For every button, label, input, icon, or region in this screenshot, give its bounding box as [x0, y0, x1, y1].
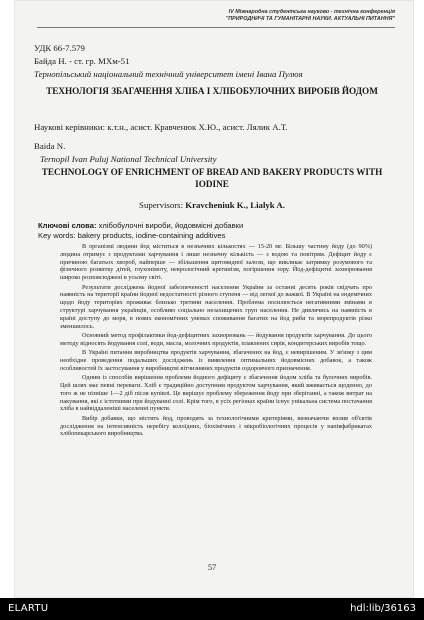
keywords-ua-text: хлібобулочні вироби, йодовмісні добавки	[96, 221, 244, 230]
title-ua: ТЕХНОЛОГІЯ ЗБАГАЧЕННЯ ХЛІБА І ХЛІБОБУЛОЧНИХ ВИРОБІВ ЙОДОМ	[46, 86, 378, 96]
udc-code: УДК 66-7.579	[34, 43, 85, 53]
affiliation-ua: Тернопільський національний технічний університет імені Івана Пулюя	[34, 69, 303, 79]
paragraph-6: Вибір добавки, що містить йод, проводять за технологічними критеріями, визначаючи вплив об'єктів дослідження на інтенсивність перебігу колоїдних, біохімічних і мікробіологічних процесів у напівфабрикатах хлібопекарського виробництва.	[60, 414, 372, 438]
body-text	[60, 243, 372, 440]
author-ua: Байда Н. - ст. гр. МХм-51	[34, 56, 130, 66]
supervisors-en	[0, 200, 424, 210]
paragraph-2: Результати досліджень йодної забезпеченості населення України за останні десять років свідчать про наявність на території країни йодної недостатності різного ступеня — від легкої до важкої. В Україні на ендемічних щодо йоду територіях проживає близько третини населення. Проблема посилюється негативними змінами в структурі харчування українців, особливо соціально незахищених груп населення. Не дивлячись на наявність в країні доступу до моря, в нових економічних умовах споживання багатих на йод риби та морепродуктів різко зменшилось.	[60, 283, 372, 330]
footer-bar	[0, 598, 424, 620]
conference-line-2: "ПРИРОДНИЧІ ТА ГУМАНІТАРНІ НАУКИ. АКТУАЛЬНІ ПИТАННЯ"	[225, 16, 395, 22]
keywords-en: Key words: bakery products, iodine-containing additives	[38, 231, 226, 240]
supervisors-ua: Наукові керівники: к.т.н., асист. Кравченюк Х.Ю., асист. Лялик А.Т.	[34, 122, 288, 132]
affiliation-en: Ternopil Ivan Puluj National Technical University	[40, 154, 217, 164]
conference-header	[135, 9, 395, 23]
supervisors-en-label: Supervisors:	[139, 200, 186, 210]
title-en: TECHNOLOGY OF ENRICHMENT OF BREAD AND BAKERY PRODUCTS WITH IODINE	[41, 167, 383, 189]
page-number: 57	[207, 563, 217, 572]
conference-line-1: IV Міжнародна студентська науково - технічна конференція	[228, 9, 395, 15]
handle-identifier[interactable]: hdl:lib/36163	[350, 603, 416, 614]
paragraph-5: Одним із способів вирішення проблеми йодного дефіциту є збагачення йодом хліба та булочних виробів. Цей шлях має певні переваги. Хліб є традиційно доступним продуктом харчування, який вживається щоденно, до того ж не пізніше 1—2 діб після купівлі. Це вирішує проблему збереження йоду при зберіганні, а також витрат на пакування, які є істотними при йодуванні солі. Крім того, в усіх регіонах країни існує унікальна система постачання хліба в найвіддаленіші населенні пункти.	[60, 374, 372, 413]
paragraph-4: В Україні питання виробництва продуктів харчування, збагачених на йод, є невирішеним. У зв'язку з цим необхідне проведення подальших досліджень із виявлення оптимальних йодовмісних добавок, а також особливостей їх застосування у виробництві вітчизняних продуктів оздоровчого призначення.	[60, 349, 372, 372]
keywords-ua-label: Ключові слова:	[38, 221, 97, 230]
paragraph-1: В організмі людини йод міститься в незначних кількостях — 15-20 мг. Більшу частину йоду (до 90%) людина отримує з продуктами харчування і лише незначну кількість — з водою та повітрям. Дефіцит йоду є причиною багатьох хвороб, найперше — збільшення щитовидної залози, що викликає затримку розумового та фізичного розвитку дітей, глухонімоту, неврологічний кретинізм, погіршення зору. Йод-дефіцитні захворювання широко розповсюджені в усьому світі.	[60, 243, 372, 282]
paragraph-3: Основний метод профілактики йод-дефіцитних захворювань — йодування продуктів харчування. До цього методу відносять йодування солі, води, масла, молочних продуктів, плавлених сирів, кондитерських виробів тощо.	[60, 331, 372, 347]
author-en: Baida N.	[34, 141, 66, 151]
repository-name[interactable]: ELARTU	[8, 603, 49, 614]
keywords-ua	[38, 221, 243, 230]
header-rule	[37, 27, 395, 28]
supervisors-en-names: Kravcheniuk K., Lialyk A.	[185, 200, 285, 210]
